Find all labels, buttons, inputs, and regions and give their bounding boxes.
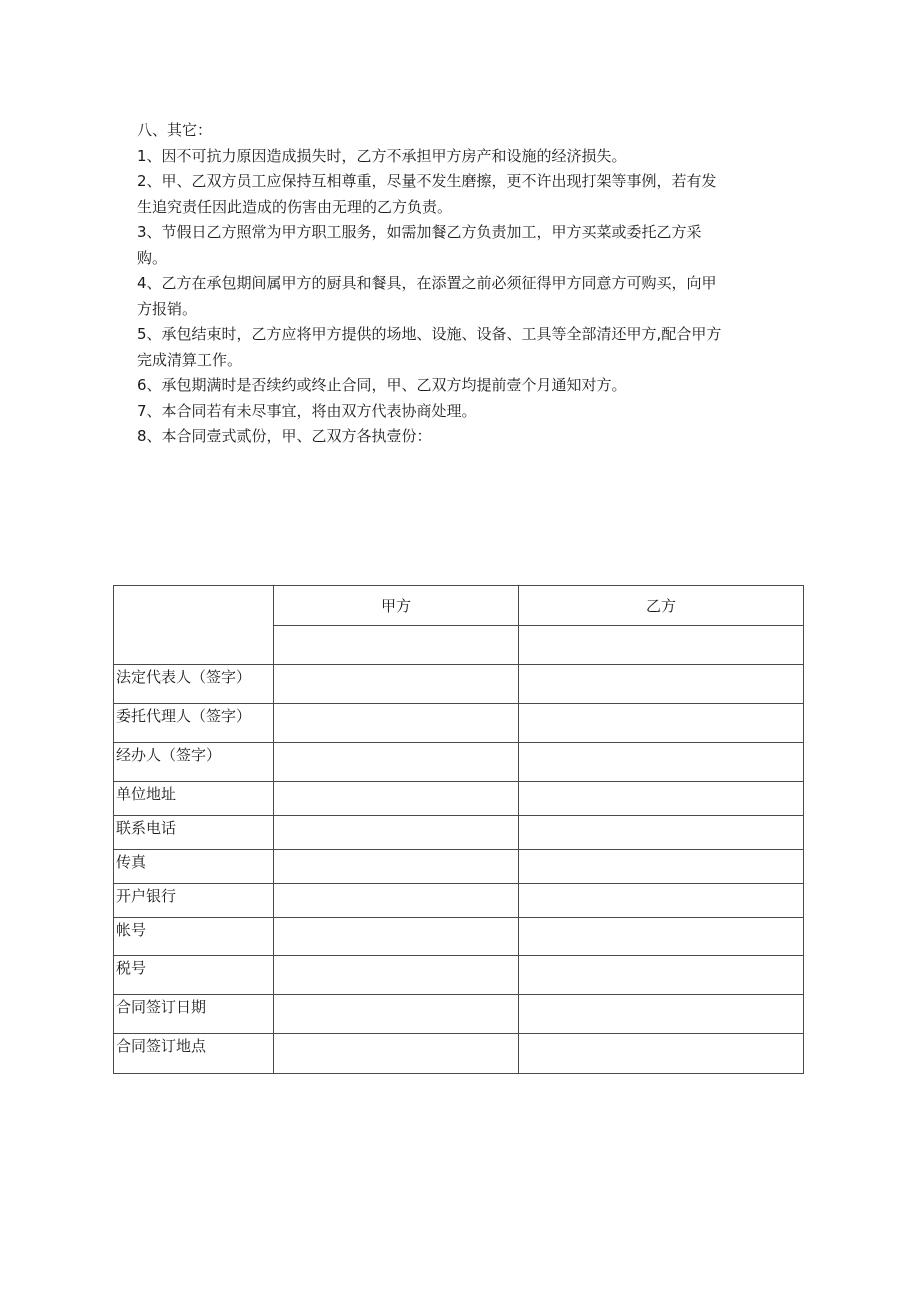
- clause-line: 完成清算工作。: [137, 350, 243, 369]
- party-a-cell[interactable]: [274, 995, 519, 1034]
- clause-line: 5、承包结束时，乙方应将甲方提供的场地、设施、设备、工具等全部清还甲方,配合甲方: [137, 325, 722, 343]
- party-b-cell[interactable]: [519, 816, 804, 850]
- row-label: 合同签订地点: [114, 1034, 274, 1074]
- clause-line: 方报销。: [137, 299, 198, 318]
- party-b-cell[interactable]: [519, 704, 804, 743]
- row-label: 经办人（签字）: [114, 743, 274, 782]
- clause-line: 1、因不可抗力原因造成损失时，乙方不承担甲方房产和设施的经济损失。: [137, 146, 627, 165]
- party-a-cell[interactable]: [274, 850, 519, 884]
- party-b-cell[interactable]: [519, 665, 804, 704]
- clause-line: 购。: [137, 248, 168, 267]
- party-b-cell[interactable]: [519, 918, 804, 956]
- party-b-cell[interactable]: [519, 743, 804, 782]
- party-b-cell[interactable]: [519, 782, 804, 816]
- contract-clauses: [137, 118, 809, 450]
- party-a-cell[interactable]: [274, 1034, 519, 1074]
- clause-line: 8、本合同壹式贰份，甲、乙双方各执壹份：: [137, 427, 432, 445]
- party-b-cell[interactable]: [519, 884, 804, 918]
- row-label: 委托代理人（签字）: [114, 704, 274, 743]
- row-label: 合同签订日期: [114, 995, 274, 1034]
- party-a-cell[interactable]: [274, 884, 519, 918]
- party-a-cell[interactable]: [274, 956, 519, 995]
- signature-table: [113, 585, 804, 1074]
- clause-line: 2、甲、乙双方员工应保持互相尊重，尽量不发生磨擦，更不许出现打架等事例，若有发: [137, 172, 717, 190]
- party-a-cell[interactable]: [274, 816, 519, 850]
- party-b-cell[interactable]: [519, 850, 804, 884]
- row-label: 帐号: [114, 918, 274, 956]
- party-a-header: 甲方: [274, 586, 519, 626]
- party-b-header: 乙方: [519, 586, 804, 626]
- party-b-cell[interactable]: [519, 995, 804, 1034]
- clause-line: 生追究责任因此造成的伤害由无理的乙方负责。: [137, 197, 453, 216]
- section-heading: 八、其它：: [137, 121, 213, 139]
- row-label: 联系电话: [114, 816, 274, 850]
- party-b-cell[interactable]: [519, 956, 804, 995]
- party-a-cell[interactable]: [274, 743, 519, 782]
- clause-line: 3、节假日乙方照常为甲方职工服务，如需加餐乙方负责加工，甲方买菜或委托乙方采: [137, 223, 702, 241]
- party-a-name-cell[interactable]: [274, 626, 519, 665]
- party-a-cell[interactable]: [274, 665, 519, 704]
- party-a-cell[interactable]: [274, 782, 519, 816]
- row-label: 单位地址: [114, 782, 274, 816]
- row-label: 税号: [114, 956, 274, 995]
- party-a-cell[interactable]: [274, 704, 519, 743]
- corner-cell: [114, 586, 274, 665]
- party-a-cell[interactable]: [274, 918, 519, 956]
- clause-line: 6、承包期满时是否续约或终止合同，甲、乙双方均提前壹个月通知对方。: [137, 376, 627, 394]
- row-label: 法定代表人（签字）: [114, 665, 274, 704]
- row-label: 传真: [114, 850, 274, 884]
- party-b-name-cell[interactable]: [519, 626, 804, 665]
- party-b-cell[interactable]: [519, 1034, 804, 1074]
- clause-line: 4、乙方在承包期间属甲方的厨具和餐具，在添置之前必须征得甲方同意方可购买，向甲: [137, 274, 717, 292]
- row-label: 开户银行: [114, 884, 274, 918]
- clause-line: 7、本合同若有未尽事宜，将由双方代表协商处理。: [137, 401, 477, 420]
